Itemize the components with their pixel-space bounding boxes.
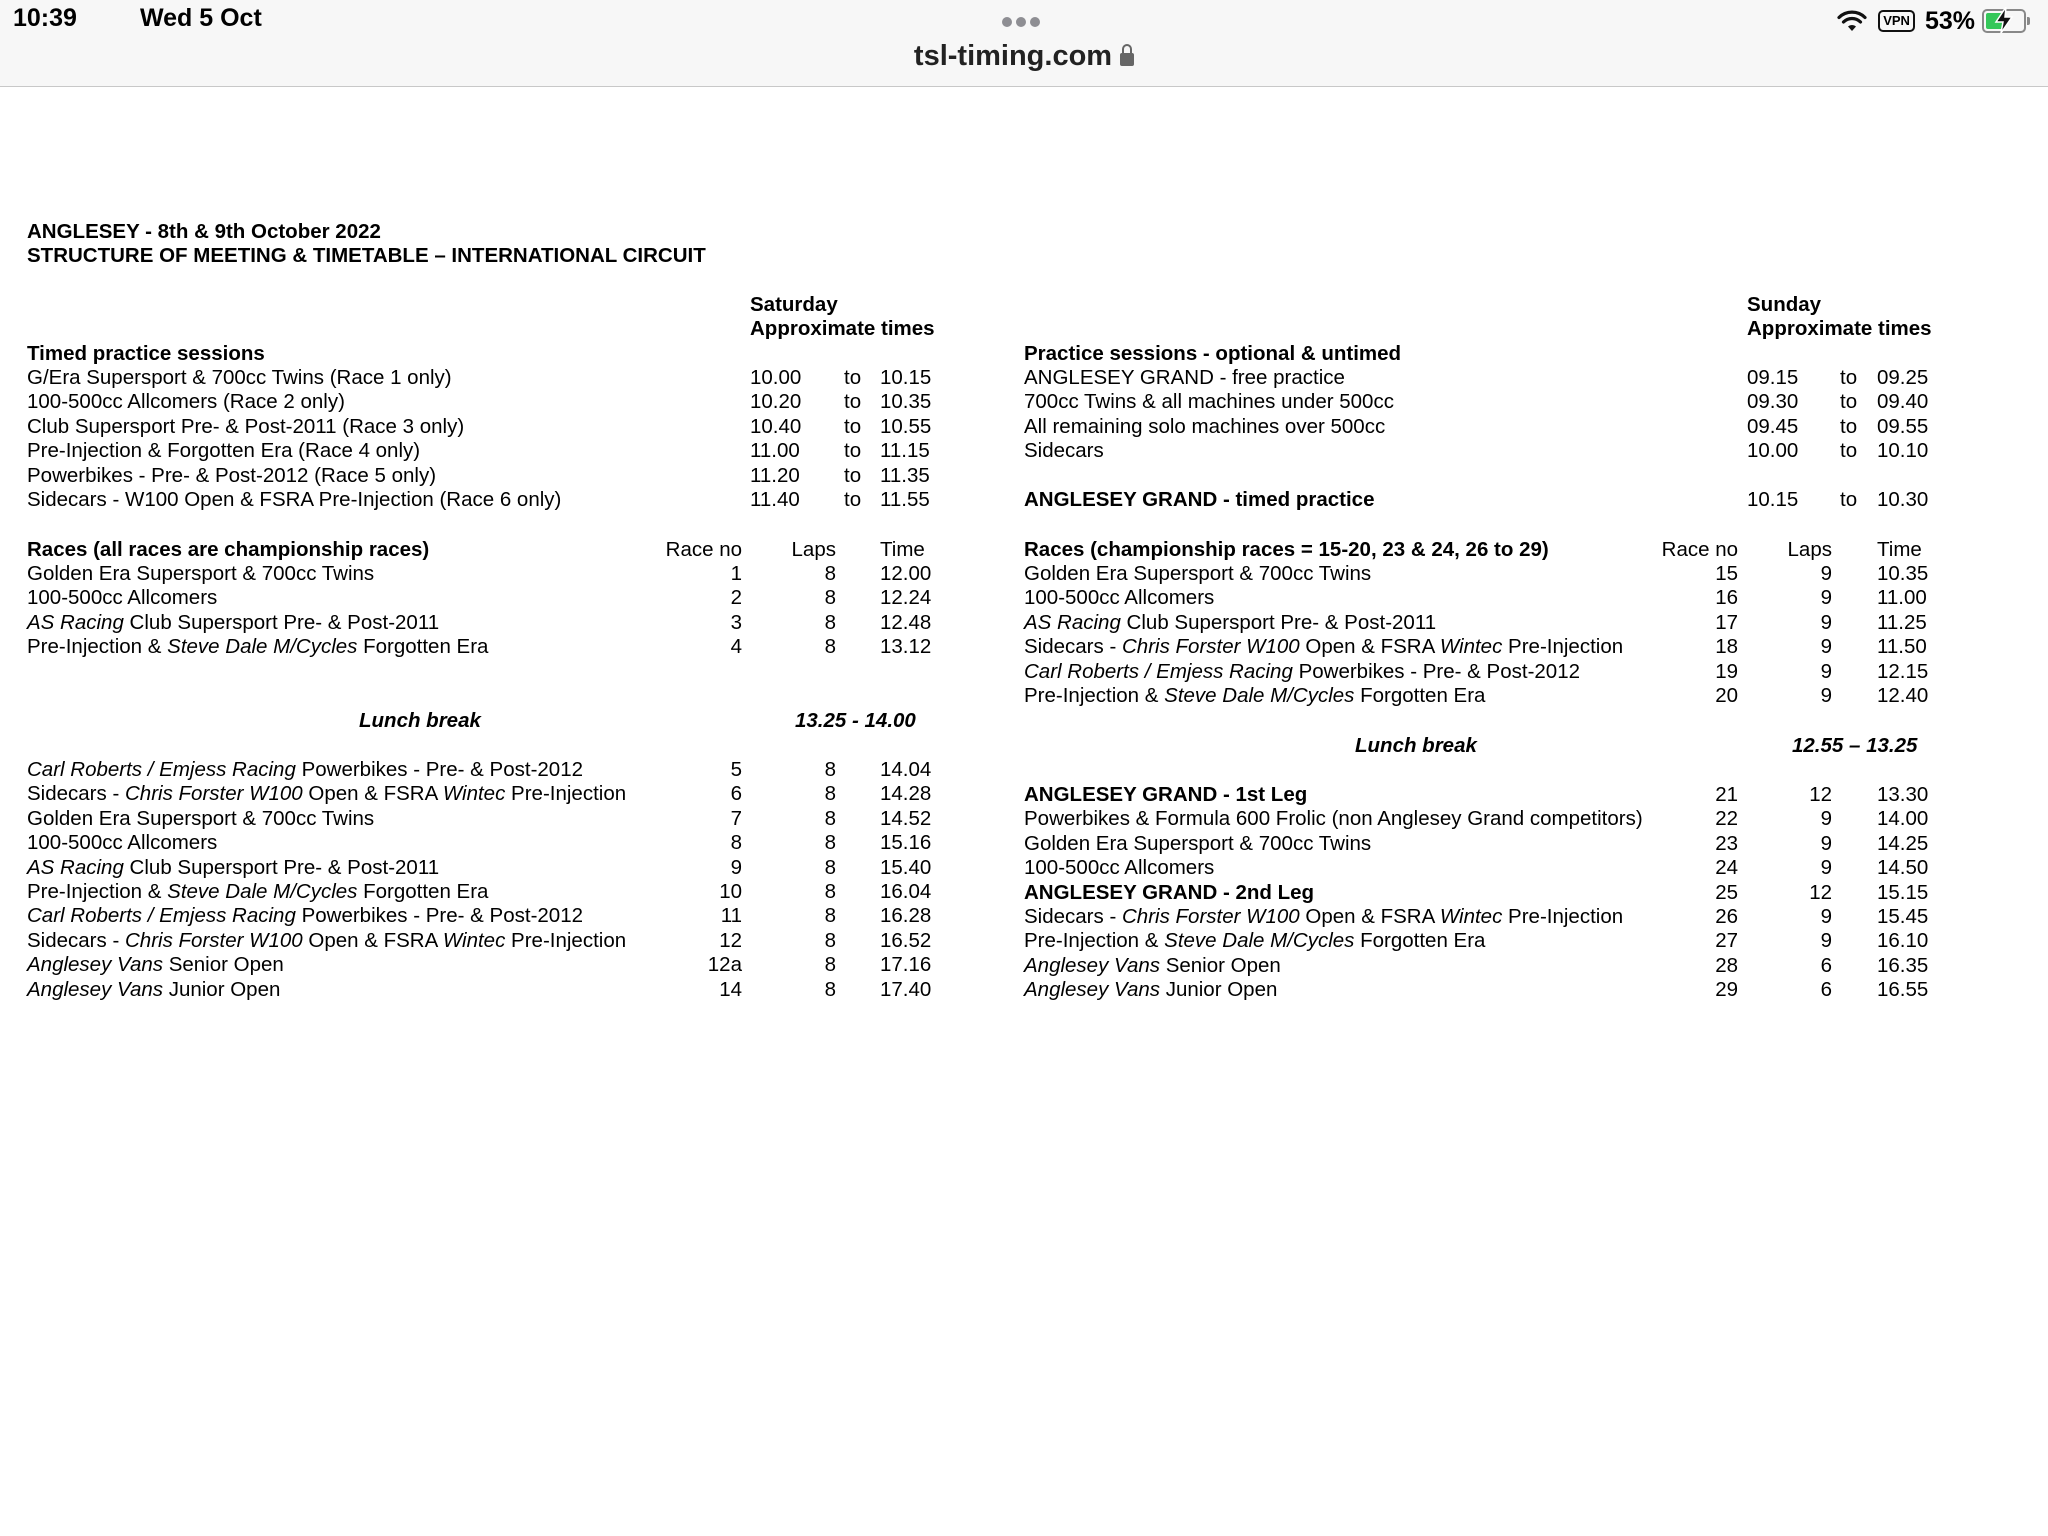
sunday-race-name: Sidecars - Chris Forster W100 Open & FSRA Wintec Pre-Injection	[1024, 635, 1624, 659]
sunday-practice-name: ANGLESEY GRAND - timed practice	[1024, 488, 1375, 511]
sunday-race-laps: 9	[1820, 659, 1832, 683]
saturday-race-time: 14.04	[880, 758, 932, 781]
sunday-practice-to-word: to	[1840, 414, 1858, 438]
saturday-race-name: Carl Roberts / Emjess Racing Powerbikes - Pre- & Post-2012	[27, 904, 583, 928]
saturday-practice-to-word: to	[844, 488, 862, 511]
saturday-race-name: Carl Roberts / Emjess Racing Powerbikes - Pre- & Post-2012	[27, 758, 583, 781]
sunday-race-laps: 9	[1820, 856, 1832, 880]
sunday-race-laps: 9	[1820, 831, 1832, 855]
saturday-practice-heading: Timed practice sessions	[27, 342, 265, 365]
sunday-race-name: Golden Era Supersport & 700cc Twins	[1024, 831, 1372, 855]
saturday-practice-from: 10.20	[750, 390, 802, 414]
sunday-races-heading: Races (championship races = 15-20, 23 & 24, 26 to 29)	[1024, 538, 1549, 561]
sunday-race-time: 11.50	[1877, 635, 1927, 659]
saturday-race-time: 13.12	[880, 635, 932, 659]
clock-time: 10:39	[13, 4, 77, 32]
saturday-practice-to-word: to	[844, 439, 862, 463]
saturday-race-number: 3	[730, 610, 742, 634]
sunday-race-name: Anglesey Vans Junior Open	[1024, 978, 1278, 1002]
saturday-race-time: 15.16	[880, 831, 932, 855]
saturday-practice-to-word: to	[844, 414, 862, 438]
sunday-race-name: ANGLESEY GRAND - 2nd Leg	[1024, 880, 1315, 904]
sunday-col-race: Race no	[1661, 538, 1738, 561]
saturday-race-number: 7	[730, 806, 742, 830]
sunday-race-number: 27	[1715, 929, 1738, 953]
sunday-race-time: 14.50	[1877, 856, 1929, 880]
sunday-race-laps: 6	[1820, 953, 1832, 977]
sunday-practice-to-word: to	[1840, 488, 1858, 511]
sunday-race-number: 18	[1715, 635, 1738, 659]
sunday-race-number: 26	[1715, 905, 1738, 928]
sunday-race-name: Golden Era Supersport & 700cc Twins	[1024, 562, 1372, 585]
sunday-race-name: AS Racing Club Supersport Pre- & Post-2011	[1024, 610, 1437, 634]
saturday-race-laps: 8	[824, 586, 836, 610]
saturday-race-time: 12.00	[880, 562, 932, 585]
sunday-race-laps: 9	[1820, 929, 1832, 953]
clock-date: Wed 5 Oct	[140, 4, 262, 32]
sunday-race-laps: 9	[1820, 562, 1832, 585]
saturday-race-name: 100-500cc Allcomers	[27, 831, 218, 855]
sunday-race-number: 20	[1715, 684, 1738, 707]
saturday-practice-to: 10.15	[880, 366, 932, 389]
sunday-practice-from: 09.45	[1747, 414, 1799, 438]
saturday-race-number: 9	[730, 855, 742, 879]
sunday-label: Sunday	[1747, 293, 1822, 316]
sunday-race-laps: 9	[1820, 610, 1832, 634]
sunday-race-time: 16.35	[1877, 953, 1929, 977]
sunday-race-time: 14.00	[1877, 807, 1929, 831]
sunday-race-laps: 9	[1820, 635, 1832, 659]
saturday-practice-name: 100-500cc Allcomers (Race 2 only)	[27, 390, 345, 414]
saturday-race-number: 6	[730, 782, 742, 806]
saturday-practice-to-word: to	[844, 390, 862, 414]
saturday-races-heading: Races (all races are championship races)	[27, 538, 430, 561]
saturday-col-time: Time	[880, 538, 925, 561]
saturday-race-laps: 8	[824, 880, 836, 903]
saturday-race-time: 14.28	[880, 782, 932, 806]
sunday-race-time: 12.15	[1877, 659, 1929, 683]
sunday-col-laps: Laps	[1787, 538, 1832, 561]
saturday-race-time: 15.40	[880, 855, 932, 879]
sunday-practice-name: 700cc Twins & all machines under 500cc	[1024, 390, 1394, 414]
sunday-race-number: 15	[1715, 562, 1738, 585]
sunday-race-name: Pre-Injection & Steve Dale M/Cycles Forgotten Era	[1024, 929, 1486, 953]
sunday-practice-name: All remaining solo machines over 500cc	[1024, 414, 1386, 438]
saturday-race-name: Anglesey Vans Senior Open	[27, 953, 284, 977]
saturday-practice-to-word: to	[844, 366, 862, 389]
sunday-race-time: 13.30	[1877, 783, 1929, 806]
saturday-race-laps: 8	[824, 831, 836, 855]
sunday-lunch-time: 12.55 – 13.25	[1792, 734, 1918, 757]
saturday-race-number: 14	[719, 977, 742, 1001]
saturday-race-time: 17.16	[880, 953, 932, 977]
saturday-race-time: 17.40	[880, 977, 932, 1001]
sunday-race-name: Pre-Injection & Steve Dale M/Cycles Forgotten Era	[1024, 684, 1486, 707]
saturday-race-name: AS Racing Club Supersport Pre- & Post-2011	[27, 855, 440, 879]
sunday-race-laps: 12	[1809, 783, 1832, 806]
sunday-race-number: 24	[1715, 856, 1738, 880]
sunday-race-name: Carl Roberts / Emjess Racing Powerbikes - Pre- & Post-2012	[1024, 659, 1580, 683]
saturday-approx-label: Approximate times	[750, 317, 935, 340]
sunday-race-time: 16.10	[1877, 929, 1929, 953]
saturday-race-time: 14.52	[880, 806, 932, 830]
saturday-practice-to: 10.55	[880, 414, 932, 438]
sunday-practice-name: ANGLESEY GRAND - free practice	[1024, 366, 1345, 389]
timetable-document	[0, 87, 2048, 1536]
saturday-label: Saturday	[750, 293, 838, 316]
document-subtitle: STRUCTURE OF MEETING & TIMETABLE – INTERNATIONAL CIRCUIT	[27, 244, 706, 267]
sunday-practice-to-word: to	[1840, 366, 1858, 389]
saturday-race-name: Golden Era Supersport & 700cc Twins	[27, 806, 375, 830]
saturday-race-name: Pre-Injection & Steve Dale M/Cycles Forgotten Era	[27, 880, 489, 903]
saturday-race-laps: 8	[824, 610, 836, 634]
sunday-race-laps: 9	[1820, 807, 1832, 831]
saturday-race-number: 1	[730, 562, 742, 585]
saturday-race-laps: 8	[824, 758, 836, 781]
saturday-practice-to: 10.35	[880, 390, 932, 414]
saturday-race-name: Anglesey Vans Junior Open	[27, 977, 281, 1001]
sunday-race-number: 29	[1715, 978, 1738, 1002]
sunday-race-time: 16.55	[1877, 978, 1929, 1002]
saturday-practice-from: 11.00	[750, 439, 800, 463]
saturday-race-laps: 8	[824, 953, 836, 977]
more-dots-icon[interactable]	[1002, 14, 1048, 34]
saturday-practice-name: Club Supersport Pre- & Post-2011 (Race 3 only)	[27, 414, 465, 438]
sunday-race-number: 19	[1715, 659, 1738, 683]
saturday-practice-from: 10.40	[750, 414, 802, 438]
sunday-race-time: 11.25	[1877, 610, 1927, 634]
url-text[interactable]: tsl-timing.com	[913, 40, 1113, 72]
sunday-race-name: Anglesey Vans Senior Open	[1024, 953, 1281, 977]
sunday-race-laps: 9	[1820, 905, 1832, 928]
sunday-practice-to: 10.10	[1877, 439, 1929, 463]
battery-percent: 53%	[1924, 6, 1975, 35]
sunday-race-time: 15.15	[1877, 880, 1929, 904]
sunday-race-laps: 6	[1820, 978, 1832, 1002]
sunday-practice-to: 09.25	[1877, 366, 1929, 389]
sunday-race-number: 16	[1715, 586, 1738, 610]
sunday-practice-from: 09.15	[1747, 366, 1799, 389]
saturday-race-name: 100-500cc Allcomers	[27, 586, 218, 610]
sunday-race-time: 15.45	[1877, 905, 1929, 928]
sunday-race-time: 12.40	[1877, 684, 1929, 707]
sunday-practice-from: 10.00	[1747, 439, 1799, 463]
sunday-lunch-label: Lunch break	[1355, 734, 1477, 757]
saturday-race-name: Golden Era Supersport & 700cc Twins	[27, 562, 375, 585]
saturday-race-number: 11	[720, 904, 742, 928]
saturday-race-laps: 8	[824, 977, 836, 1001]
sunday-race-time: 11.00	[1877, 586, 1927, 610]
sunday-race-laps: 9	[1820, 684, 1832, 707]
saturday-practice-from: 11.40	[750, 488, 800, 511]
sunday-race-name: 100-500cc Allcomers	[1024, 586, 1215, 610]
saturday-lunch-label: Lunch break	[359, 709, 481, 732]
saturday-practice-name: Sidecars - W100 Open & FSRA Pre-Injection (Race 6 only)	[27, 488, 562, 511]
saturday-practice-from: 10.00	[750, 366, 802, 389]
sunday-race-number: 28	[1715, 953, 1738, 977]
saturday-practice-name: Pre-Injection & Forgotten Era (Race 4 only)	[27, 439, 421, 463]
sunday-practice-to: 09.40	[1877, 390, 1929, 414]
sunday-practice-from: 09.30	[1747, 390, 1799, 414]
address-bar[interactable]	[0, 40, 2048, 73]
charging-bolt-icon	[1994, 7, 2014, 33]
saturday-race-name: Pre-Injection & Steve Dale M/Cycles Forgotten Era	[27, 635, 489, 659]
saturday-race-laps: 8	[824, 562, 836, 585]
saturday-lunch-time: 13.25 - 14.00	[795, 709, 916, 732]
saturday-col-race: Race no	[665, 538, 742, 561]
saturday-practice-to: 11.15	[880, 439, 930, 463]
vpn-badge: VPN	[1878, 10, 1915, 32]
sunday-practice-to: 09.55	[1877, 414, 1929, 438]
sunday-race-number: 25	[1715, 880, 1738, 904]
lock-icon	[1120, 53, 1134, 66]
sunday-approx-label: Approximate times	[1747, 317, 1932, 340]
wifi-icon	[1836, 9, 1868, 33]
saturday-race-number: 12	[719, 928, 742, 952]
sunday-practice-to-word: to	[1840, 390, 1858, 414]
sunday-practice-to: 10.30	[1877, 488, 1929, 511]
sunday-race-number: 17	[1715, 610, 1738, 634]
saturday-race-laps: 8	[824, 904, 836, 928]
status-icons	[1836, 4, 2026, 38]
saturday-practice-to: 11.55	[880, 488, 930, 511]
battery-cap	[2027, 17, 2030, 25]
sunday-race-laps: 9	[1820, 586, 1832, 610]
browser-status-bar	[0, 0, 2048, 87]
saturday-race-time: 16.52	[880, 928, 932, 952]
saturday-race-laps: 8	[824, 855, 836, 879]
saturday-race-time: 16.04	[880, 880, 932, 903]
sunday-race-name: Powerbikes & Formula 600 Frolic (non Anglesey Grand competitors)	[1024, 807, 1643, 831]
saturday-race-number: 5	[730, 758, 742, 781]
saturday-race-number: 2	[730, 586, 742, 610]
sunday-practice-to-word: to	[1840, 439, 1858, 463]
battery-icon	[1982, 9, 2026, 33]
saturday-race-number: 10	[719, 880, 742, 903]
saturday-practice-to-word: to	[844, 463, 862, 487]
saturday-practice-name: Powerbikes - Pre- & Post-2012 (Race 5 only)	[27, 463, 437, 487]
saturday-race-name: Sidecars - Chris Forster W100 Open & FSRA Wintec Pre-Injection	[27, 782, 627, 806]
saturday-race-number: 12a	[707, 953, 742, 977]
sunday-race-name: 100-500cc Allcomers	[1024, 856, 1215, 880]
saturday-practice-to: 11.35	[880, 463, 930, 487]
saturday-practice-from: 11.20	[750, 463, 800, 487]
saturday-race-name: AS Racing Club Supersport Pre- & Post-2011	[27, 610, 440, 634]
sunday-race-number: 21	[1715, 783, 1738, 806]
sunday-practice-heading: Practice sessions - optional & untimed	[1024, 342, 1402, 365]
saturday-col-laps: Laps	[791, 538, 836, 561]
sunday-race-number: 23	[1715, 831, 1738, 855]
sunday-race-time: 14.25	[1877, 831, 1929, 855]
saturday-race-laps: 8	[824, 806, 836, 830]
sunday-race-name: Sidecars - Chris Forster W100 Open & FSRA Wintec Pre-Injection	[1024, 905, 1624, 928]
saturday-race-number: 8	[730, 831, 742, 855]
saturday-race-number: 4	[730, 635, 742, 659]
saturday-race-time: 12.24	[880, 586, 932, 610]
saturday-race-laps: 8	[824, 782, 836, 806]
document-title: ANGLESEY - 8th & 9th October 2022	[27, 220, 381, 243]
sunday-practice-name: Sidecars	[1024, 439, 1104, 463]
sunday-practice-from: 10.15	[1747, 488, 1799, 511]
sunday-col-time: Time	[1877, 538, 1922, 561]
saturday-race-time: 16.28	[880, 904, 932, 928]
saturday-race-time: 12.48	[880, 610, 932, 634]
saturday-race-laps: 8	[824, 928, 836, 952]
saturday-practice-name: G/Era Supersport & 700cc Twins (Race 1 only)	[27, 366, 452, 389]
sunday-race-number: 22	[1715, 807, 1738, 831]
sunday-race-name: ANGLESEY GRAND - 1st Leg	[1024, 783, 1308, 806]
saturday-race-laps: 8	[824, 635, 836, 659]
sunday-race-laps: 12	[1809, 880, 1832, 904]
saturday-race-name: Sidecars - Chris Forster W100 Open & FSRA Wintec Pre-Injection	[27, 928, 627, 952]
sunday-race-time: 10.35	[1877, 562, 1929, 585]
